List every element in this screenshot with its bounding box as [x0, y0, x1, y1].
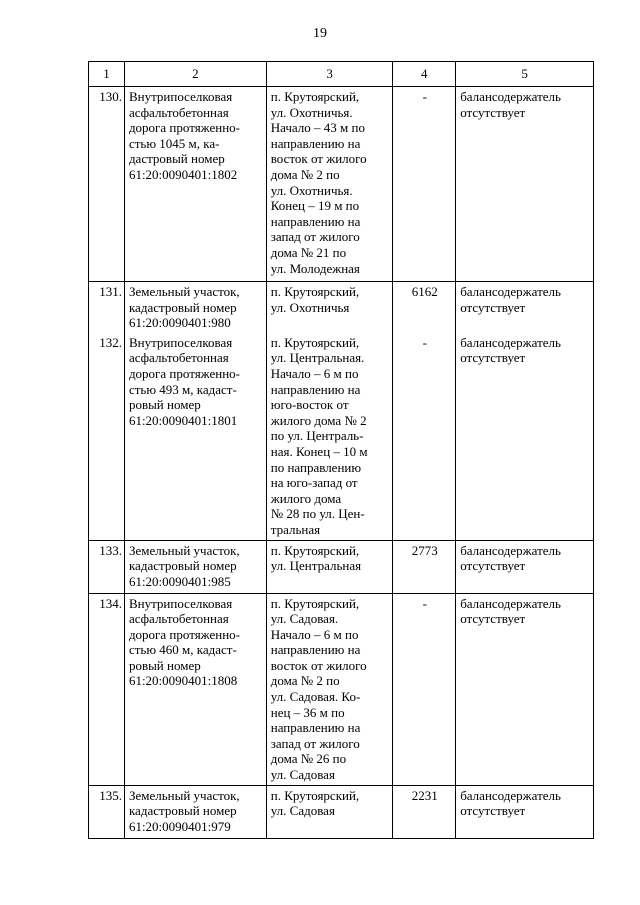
object-name: Внутрипоселковая асфальтобетонная дорога протяженно- стью 1045 м, ка- дастровый номер 61:20:0090401:1802: [124, 87, 266, 282]
column-header-2: 2: [124, 62, 266, 87]
table-row: [89, 785, 594, 838]
page-number: 19: [313, 26, 327, 41]
object-name: Внутрипоселковая асфальтобетонная дорога протяженно- стью 493 м, кадаст- ровый номер 61:20:0090401:1801: [124, 333, 266, 540]
object-holder: балансодержатель отсутствует: [456, 540, 594, 593]
object-location: п. Крутоярский, ул. Садовая: [266, 785, 393, 838]
object-location: п. Крутоярский, ул. Охотничья: [266, 282, 393, 333]
column-header-5: 5: [456, 62, 594, 87]
row-number: 130.: [89, 87, 125, 282]
object-holder: балансодержатель отсутствует: [456, 87, 594, 282]
row-number: 133.: [89, 540, 125, 593]
property-registry-table: [88, 61, 594, 839]
object-area: -: [393, 333, 456, 540]
table-row: [89, 282, 594, 333]
object-holder: балансодержатель отсутствует: [456, 785, 594, 838]
object-location: п. Крутоярский, ул. Центральная. Начало – 6 м по направлению на юго-восток от жилого дома № 2 по ул. Централь- ная. Конец – 10 м по направлению на юго-запад от жилого дома № 28 по ул. Цен- тральная: [266, 333, 393, 540]
object-location: п. Крутоярский, ул. Охотничья. Начало – 43 м по направлению на восток от жилого дома № 2 по ул. Охотничья. Конец – 19 м по направлению на запад от жилого дома № 21 по ул. Молодежная: [266, 87, 393, 282]
object-holder: балансодержатель отсутствует: [456, 333, 594, 540]
table-row: [89, 333, 594, 540]
table-row: [89, 87, 594, 282]
column-header-3: 3: [266, 62, 393, 87]
table-row: [89, 593, 594, 785]
object-location: п. Крутоярский, ул. Садовая. Начало – 6 м по направлению на восток от жилого дома № 2 по ул. Садовая. Ко- нец – 36 м по направлению на запад от жилого дома № 26 по ул. Садовая: [266, 593, 393, 785]
column-header-4: 4: [393, 62, 456, 87]
table-row: [89, 540, 594, 593]
object-area: -: [393, 593, 456, 785]
object-name: Земельный участок, кадастровый номер 61:20:0090401:985: [124, 540, 266, 593]
object-name: Земельный участок, кадастровый номер 61:20:0090401:980: [124, 282, 266, 333]
object-area: 6162: [393, 282, 456, 333]
row-number: 134.: [89, 593, 125, 785]
object-holder: балансодержатель отсутствует: [456, 282, 594, 333]
object-area: 2231: [393, 785, 456, 838]
object-area: -: [393, 87, 456, 282]
table-header-row: [89, 62, 594, 87]
object-name: Внутрипоселковая асфальтобетонная дорога протяженно- стью 460 м, кадаст- ровый номер 61:20:0090401:1808: [124, 593, 266, 785]
row-number: 132.: [89, 333, 125, 540]
row-number: 131.: [89, 282, 125, 333]
object-holder: балансодержатель отсутствует: [456, 593, 594, 785]
object-area: 2773: [393, 540, 456, 593]
object-location: п. Крутоярский, ул. Центральная: [266, 540, 393, 593]
column-header-1: 1: [89, 62, 125, 87]
object-name: Земельный участок, кадастровый номер 61:20:0090401:979: [124, 785, 266, 838]
row-number: 135.: [89, 785, 125, 838]
